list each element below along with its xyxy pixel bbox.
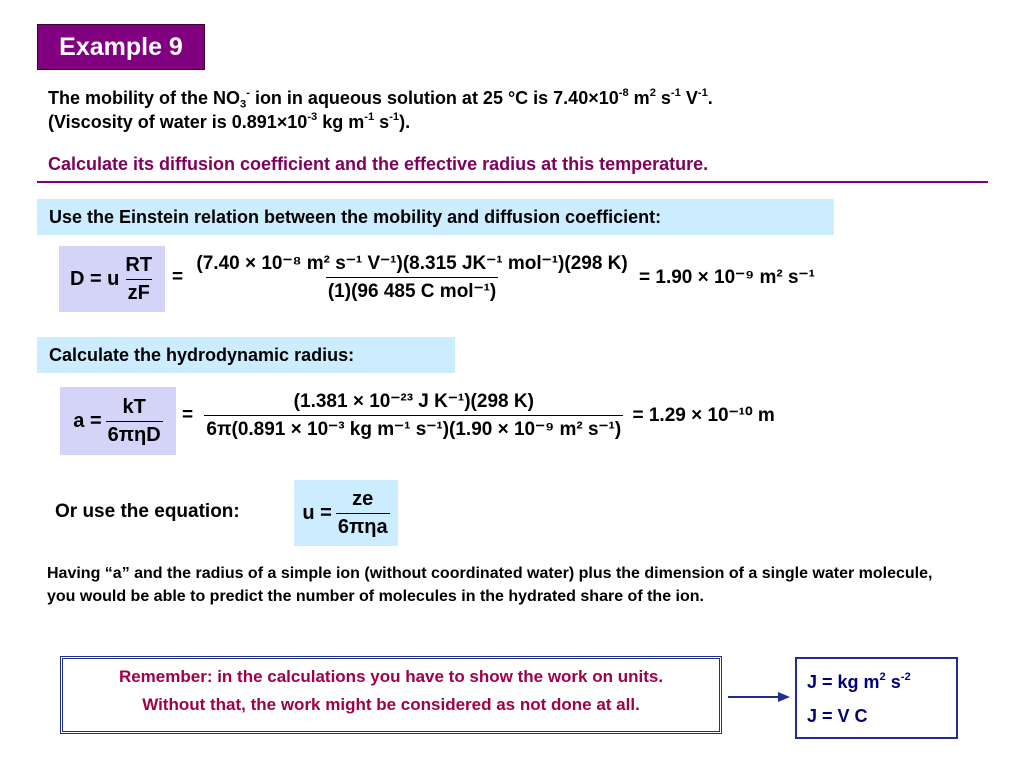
diffusion-numerator: (7.40 × 10⁻⁸ m² s⁻¹ V⁻¹)(8.315 JK⁻¹ mol⁻¹)(298 K) xyxy=(196,253,628,274)
einstein-formula-denominator: zF xyxy=(126,279,152,305)
radius-numerator: (1.381 × 10⁻²³ J K⁻¹)(298 K) xyxy=(293,391,534,412)
einstein-note: Use the Einstein relation between the mobility and diffusion coefficient: xyxy=(37,199,834,235)
arrow-right-icon xyxy=(728,690,790,704)
problem-line-2: (Viscosity of water is $0.891\times 10^{-3}$ kg $m^{-1}$ $s^{-1}$). xyxy=(48,111,411,132)
problem-statement xyxy=(48,86,1008,134)
alt-equation-lhs: u = xyxy=(302,501,332,524)
radius-denominator: 6π(0.891 × 10⁻³ kg m⁻¹ s⁻¹)(1.90 × 10⁻⁹ m² s⁻¹) xyxy=(204,415,623,441)
radius-formula-box xyxy=(60,387,176,455)
remember-line-1: Remember: in the calculations you have to show the work on units. xyxy=(118,667,664,686)
einstein-formula-numerator: RT xyxy=(125,253,153,276)
radius-formula-lhs: a = xyxy=(73,409,102,432)
alt-equation-denominator: 6πηa xyxy=(336,513,390,539)
radius-note: Calculate the hydrodynamic radius: xyxy=(37,337,455,373)
remember-line-2: Without that, the work might be considered as not done at all. xyxy=(142,695,640,714)
radius-calculation: = $\frac{\text{(1.381 × 10⁻²³ J K⁻¹)(298 K)}}{\text{6π(0.891 × 10⁻³ kg m⁻¹ s⁻¹)(1.90 × 10⁻⁹ m² s⁻¹)}}$ = 1.29 × 10⁻¹⁰ m xyxy=(182,391,775,440)
explanation-paragraph: Having “a” and the radius of a simple ion (without coordinated water) plus the dimension of a single water molecule, you would be able to predict the number of molecules in the hydrated share of the ion. xyxy=(47,565,933,605)
einstein-formula-box xyxy=(59,246,165,312)
diffusion-result: = 1.90 × 10⁻⁹ m² s⁻¹ xyxy=(639,267,815,288)
task-statement: Calculate its diffusion coefficient and the effective radius at this temperature. xyxy=(48,154,709,174)
alt-equation-label: Or use the equation: xyxy=(55,501,240,522)
units-box xyxy=(795,657,958,739)
einstein-formula-lhs: D = u xyxy=(69,267,120,290)
diffusion-calculation: = $\frac{\text{(7.40 × 10⁻⁸ m² s⁻¹ V⁻¹)(8.315 JK⁻¹ mol⁻¹)(298 K)}}{\text{(1)(96 485 C mol⁻¹)}}$ = 1.90 × 10⁻⁹ m² s⁻¹ xyxy=(172,253,815,302)
radius-formula-denominator: 6πηD xyxy=(106,421,163,447)
units-line-2: J = V C xyxy=(807,706,868,726)
example-title: Example 9 xyxy=(37,24,205,70)
radius-result: = 1.29 × 10⁻¹⁰ m xyxy=(632,405,775,426)
remember-box xyxy=(60,656,722,734)
alt-equation-numerator: ze xyxy=(352,487,374,510)
alt-equation-box xyxy=(294,480,398,546)
problem-line-1: The mobility of the $NO_3^-$ ion in aqueous solution at 25 °C is $7.40\times 10^{-8}$ $m^2$ $s^{-1}$ $V^{-1}$. xyxy=(48,87,713,111)
diffusion-denominator: (1)(96 485 C mol⁻¹) xyxy=(326,277,498,303)
units-line-1: J = kg $m^2$ $s^{-2}$ xyxy=(807,671,911,692)
radius-formula-numerator: kT xyxy=(122,395,146,418)
divider-rule xyxy=(37,181,988,183)
